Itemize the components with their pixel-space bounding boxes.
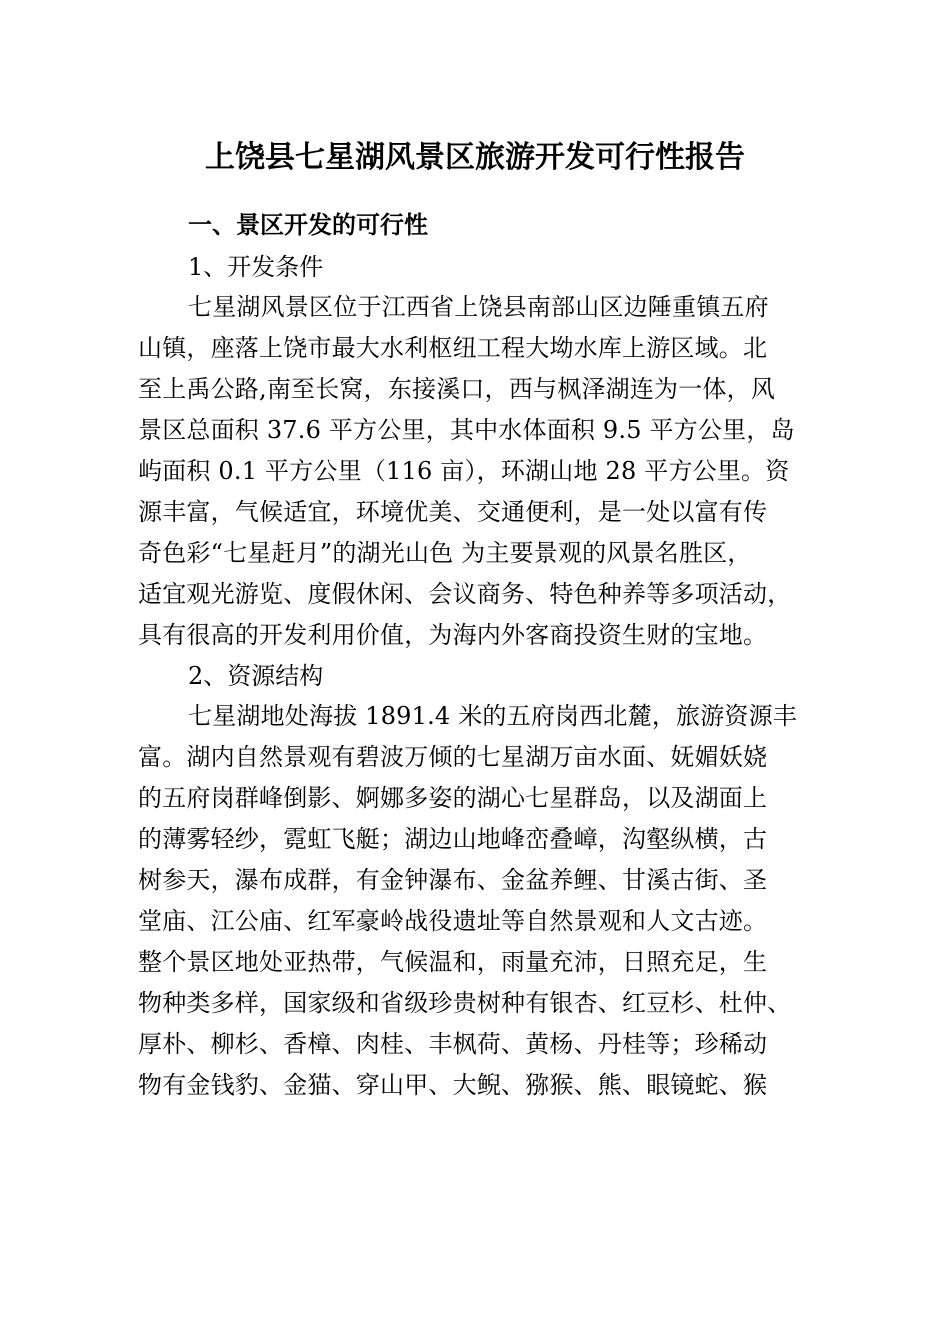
document-title: 上饶县七星湖风景区旅游开发可行性报告 — [205, 140, 745, 175]
paragraph-resource-structure — [138, 696, 818, 1106]
paragraph-line: 的薄雾轻纱，霓虹飞艇；湖边山地峰峦叠嶂，沟壑纵横，古 — [138, 825, 768, 853]
paragraph-line: 适宜观光游览、度假休闲、会议商务、特色种养等多项活动， — [138, 580, 792, 608]
paragraph-line: 七星湖地处海拔 1891.4 米的五府岗西北麓，旅游资源丰 — [188, 702, 798, 730]
paragraph-line: 富。湖内自然景观有碧波万倾的七星湖万亩水面、妩媚妖娆 — [138, 743, 768, 771]
paragraph-line: 树参天，瀑布成群，有金钟瀑布、金盆养鲤、甘溪古街、圣 — [138, 866, 768, 894]
paragraph-line: 的五府岗群峰倒影、婀娜多姿的湖心七星群岛，以及湖面上 — [138, 784, 768, 812]
paragraph-line: 至上禹公路,南至长窝，东接溪口，西与枫泽湖连为一体，风 — [138, 375, 776, 403]
paragraph-line: 物种类多样，国家级和省级珍贵树种有银杏、红豆杉、杜仲、 — [138, 989, 792, 1017]
paragraph-development-conditions — [138, 287, 818, 656]
paragraph-line: 整个景区地处亚热带，气候温和，雨量充沛，日照充足，生 — [138, 948, 768, 976]
paragraph-line: 七星湖风景区位于江西省上饶县南部山区边陲重镇五府 — [188, 293, 769, 321]
paragraph-line: 物有金钱豹、金猫、穿山甲、大鲵、猕猴、熊、眼镜蛇、猴 — [138, 1071, 768, 1099]
paragraph-line: 山镇，座落上饶市最大水利枢纽工程大坳水库上游区域。北 — [138, 334, 768, 362]
paragraph-line: 景区总面积 37.6 平方公里，其中水体面积 9.5 平方公里，岛 — [138, 416, 795, 444]
paragraph-line: 具有很高的开发利用价值，为海内外客商投资生财的宝地。 — [138, 621, 768, 649]
subsection-heading-resource-structure: 2、资源结构 — [188, 662, 324, 690]
paragraph-line: 奇色彩“七星赶月”的湖光山色 为主要景观的风景名胜区， — [138, 539, 752, 567]
subsection-heading-development-conditions: 1、开发条件 — [188, 253, 324, 281]
paragraph-line: 源丰富，气候适宜，环境优美、交通便利，是一处以富有传 — [138, 498, 768, 526]
paragraph-line: 屿面积 0.1 平方公里（116 亩），环湖山地 28 平方公里。资 — [138, 457, 790, 485]
paragraph-line: 厚朴、柳杉、香樟、肉桂、丰枫荷、黄杨、丹桂等；珍稀动 — [138, 1030, 768, 1058]
section-heading: 一、景区开发的可行性 — [188, 211, 428, 239]
paragraph-line: 堂庙、江公庙、红军豪岭战役遗址等自然景观和人文古迹。 — [138, 907, 768, 935]
